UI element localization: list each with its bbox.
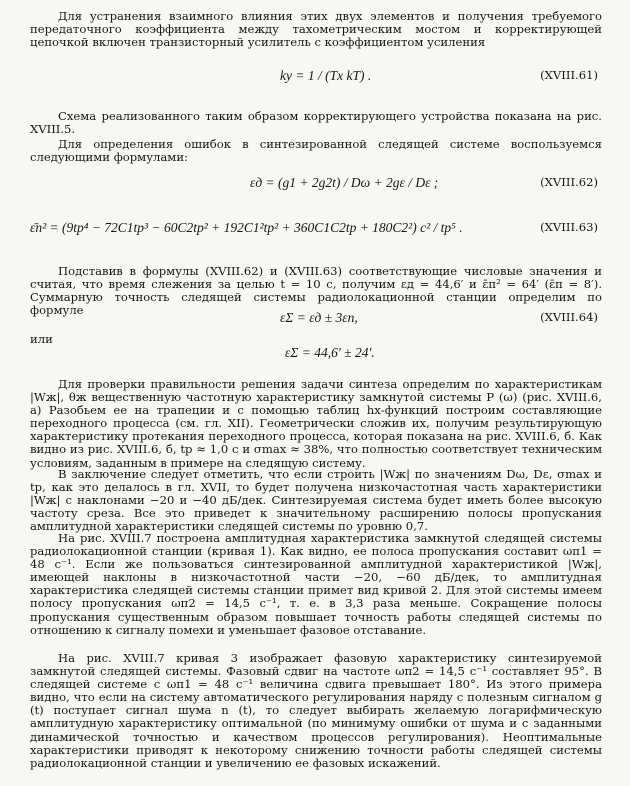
paragraph-amplifier: Для устранения взаимного влияния этих двух элементов и получения требуемого передаточного коэффициента между тахометрическим мостом и корректирующей цепочкой включен транзисторный усилитель с коэффициентом усиления: [30, 9, 602, 50]
equation-formula: εΣ = εд ± 3εп,: [280, 310, 358, 325]
equation-number: (XVIII.64): [540, 310, 598, 324]
paragraph-verification: Для проверки правильности решения задачи синтеза определим по характеристикам |Wж|, θж вещественную частотную характеристику замкнутой системы P (ω) (рис. XVIII.6, а) Разобьем ее на трапеции и с помощью таблиц hх-функций построим составляющие переходного процесса (см. гл. XII). Геометрически сложив их, получим результирующую характеристику протекания переходного процесса, которая показана на рис. XVIII.6, б. Как видно из рис. XVIII.6, б, tр ≈ 1,0 с и σmax ≈ 38%, что полностью соответствует техническим условиям, заданным в примере на следящую систему.: [30, 377, 602, 470]
equation-number: (XVIII.62): [540, 175, 598, 189]
equation-total-accuracy: [30, 345, 602, 369]
equation-formula: kу = 1 / (Tx kТ) .: [280, 68, 372, 83]
paragraph-errors: Для определения ошибок в синтезированной следящей системе воспользуемся следующими формулами:: [30, 137, 602, 165]
equation-xviii-62: [30, 175, 602, 199]
equation-xviii-64: [30, 310, 602, 334]
paragraph-conclusion: В заключение следует отметить, что если строить |Wж| по значениям Dω, Dε, σmax и tр, как это делалось в гл. XVII, то будет получена низкочастотная часть характеристики |Wж| с наклонами −20 и −40 дБ/дек. Синтезируемая система будет иметь более высокую частоту среза. Все это приведет к значительному расширению полосы пропускания амплитудной характеристики следящей системы по уровню 0,7.: [30, 467, 602, 534]
paragraph-scheme: Схема реализованного таким образом корректирующего устройства показана на рис. XVIII.5.: [30, 109, 602, 137]
equation-formula: εд = (g1 + 2g2t) / Dω + 2gε / Dε ;: [250, 175, 439, 190]
paragraph-substitution: Подставив в формулы (XVIII.62) и (XVIII.63) соответствующие числовые значения и считая, что время слежения за целью t = 10 с, получим εд = 44,6′ и ε̄п² = 64′ (ε̄п = 8′). Суммарную точность следящей системы радиолокационной станции определим по формуле: [30, 264, 602, 318]
equation-xviii-61: [30, 68, 602, 92]
equation-number: (XVIII.63): [540, 220, 598, 234]
paragraph-amplitude-characteristic: На рис. XVIII.7 построена амплитудная характеристика замкнутой следящей системы радиолокационной станции (кривая 1). Как видно, ее полоса пропускания составит ωп1 = 48 с⁻¹. Если же пользоваться синтезированной амплитудной характеристикой |Wж|, имеющей наклоны в низкочастотной части −20, −60 дБ/дек, то амплитудная характеристика следящей системы станции примет вид кривой 2. Для этой системы имеем полосу пропускания ωп2 = 14,5 с⁻¹, т. е. в 3,3 раза меньше. Сокращение полосы пропускания существенным образом повышает точность работы следящей системы по отношению к сигналу помехи и уменьшает фазовое отставание.: [30, 531, 602, 637]
equation-xviii-63: [30, 220, 602, 244]
paragraph-phase-characteristic: На рис. XVIII.7 кривая 3 изображает фазовую характеристику синтезируемой замкнутой следящей системы. Фазовый сдвиг на частоте ωп2 = 14,5 с⁻¹ составляет 95°. В следящей системе с ωп1 = 48 с⁻¹ величина сдвига превышает 180°. Из этого примера видно, что если на систему автоматического регулирования наряду с полезным сигналом g (t) поступает сигнал шума n (t), то следует выбирать желаемую логарифмическую амплитудную характеристику оптимальной (по минимуму ошибки от шума и с заданными динамической точностью и качеством процессов регулирования). Неоптимальные характеристики приводят к некоторому снижению точности работы следящей системы радиолокационной станции и увеличению ее фазовых искажений.: [30, 651, 602, 770]
equation-formula: εΣ = 44,6′ ± 24′.: [285, 345, 375, 360]
equation-number: (XVIII.61): [540, 68, 598, 82]
equation-formula: ε̄п² = (9tр⁴ − 72C1tр³ − 60C2tр² + 192C1²tр² + 360C1C2tр + 180C2²) c² / tр⁵ .: [30, 220, 463, 235]
word-or: или: [30, 332, 53, 346]
